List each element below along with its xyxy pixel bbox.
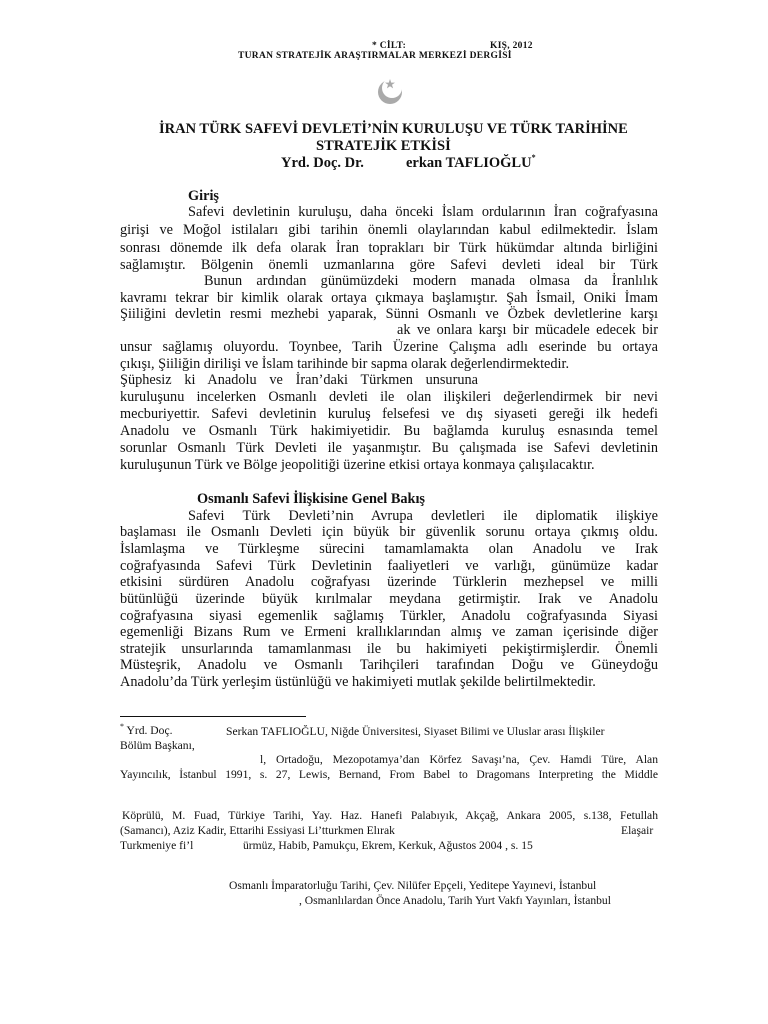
section-heading-osmanli-safevi: Osmanlı Safevi İlişkisine Genel Bakış bbox=[197, 491, 425, 507]
footnote-4-line2: , Osmanlılardan Önce Anadolu, Tarih Yurt Vakfı Yayınları, İstanbul bbox=[299, 894, 611, 907]
author-footnote-mark: * bbox=[531, 153, 536, 162]
paragraph-line: stratejik unsurlarında tamamlanması ile bu hakimiyeti pekiştirmişlerdir. Önemli bbox=[120, 641, 658, 657]
footnote-3-line2-right: Elaşair bbox=[621, 824, 654, 837]
footnote-1-left: * Yrd. Doç. bbox=[120, 722, 173, 737]
paragraph-line: coğrafyasına siyasi egemenlik sağlamış Türkler, Anadolu coğrafyasında Siyasi bbox=[120, 608, 658, 624]
paragraph-line: unsur sağlamış oluyordu. Toynbee, Tarih Üzerine Çalışma adlı eserinde bu ortaya bbox=[120, 339, 658, 355]
footnote-2-line1: l, Ortadoğu, Mezopotamya’dan Körfez Savaşı’na, Çev. Hamdi Türe, Alan bbox=[260, 753, 658, 766]
footnote-1-right: Serkan TAFLIOĞLU, Niğde Üniversitesi, Siyaset Bilimi ve Uluslar arası İlişkiler bbox=[226, 725, 605, 738]
paragraph-line: Bunun ardından günümüzdeki modern manada olmasa da İranlılık bbox=[204, 273, 658, 289]
paragraph-line: Şiiliğini devletin resmi mezhebi yaparak, Sünni Osmanlı ve Özbek devletlerine karşı bbox=[120, 306, 658, 322]
article-title-line1: İRAN TÜRK SAFEVİ DEVLETİ’NİN KURULUŞU VE TÜRK TARİHİNE bbox=[159, 121, 628, 137]
footnote-1-mark: * bbox=[120, 722, 124, 731]
paragraph-line: çıkışı, Şiiliğin dirilişi ve İslam tarihinde bir sapma olarak değerlendirmektedir. bbox=[120, 356, 570, 372]
paragraph-line: bütünlüğü üzerinde büyük kırılmalar meydana getirmiştir. Irak ve Anadolu bbox=[120, 591, 658, 607]
author-name: erkan TAFLIOĞLU* bbox=[406, 153, 536, 171]
paragraph-line: sorunlar Osmanlı Türk Devleti ile yaşanmıştır. Bu çalışmada ise Safevi devletinin bbox=[120, 440, 658, 456]
paragraph-line: egemenliği Bizans Rum ve Ermeni krallıklarından almış ve zaman içerisinde diğer bbox=[120, 624, 658, 640]
paragraph-line: İslamlaşma ve Türkleşme sürecini tamamlamakta olan Anadolu ve Irak bbox=[120, 541, 658, 557]
footnote-4-line1: Osmanlı İmparatorluğu Tarihi, Çev. Nilüfer Epçeli, Yeditepe Yayınevi, İstanbul bbox=[229, 879, 597, 892]
footnote-separator bbox=[120, 716, 306, 717]
paragraph-line: Anadolu’da Türk yerleşim üstünlüğü ve hakimiyeti mutlak şekilde belirtilmektedir. bbox=[120, 674, 596, 690]
paragraph-line: Safevi devletinin kuruluşu, daha önceki İslam ordularının İran coğrafyasına bbox=[188, 204, 658, 220]
footnote-3-line3-left: Turkmeniye fi’l bbox=[120, 839, 194, 852]
footnote-3-line2-left: (Samancı), Aziz Kadir, Ettarihi Essiyasi Li’tturkmen Elırak bbox=[120, 824, 395, 837]
paragraph-line: kuruluşunu incelerken Osmanlı devleti ile olan ilişkileri değerlendirmek bir nevi bbox=[120, 389, 658, 405]
paragraph-line: sonrası dönemde ilk defa olarak İran toprakları bir Türk hükümdar altında birliğini bbox=[120, 240, 658, 256]
paragraph-line: kuruluşunun Türk ve Bölge jeopolitiği üzerine etkisi ortaya konmaya çalışılacaktır. bbox=[120, 457, 595, 473]
author-prefix: Yrd. Doç. Dr. bbox=[281, 155, 364, 171]
paragraph-line: girişi ve Moğol istilaları gibi tarihin önemli olaylarından kabul edilmektedir. İslam bbox=[120, 222, 658, 238]
paragraph-line: kavramı tekrar bir kimlik olarak ortaya çıkmaya başlamıştır. Şah İsmail, Oniki İmam bbox=[120, 290, 658, 306]
footnote-3-line3-right: ürmüz, Habib, Pamukçu, Ekrem, Kerkuk, Ağustos 2004 , s. 15 bbox=[243, 839, 533, 852]
paragraph-line: Müsteşrik, Anadolu ve Osmanlı Tarihçileri tarafından Doğu ve Güneydoğu bbox=[120, 657, 658, 673]
journal-season: KIŞ, 2012 bbox=[490, 41, 533, 51]
paragraph-line: coğrafyasında Safevi Türk Devletinin faaliyetleri ve varlığı, günümüze kadar bbox=[120, 558, 658, 574]
paragraph-line: mecburiyettir. Safevi devletinin kuruluş felsefesi ve dış siyaseti gereği ilk hedefi bbox=[120, 406, 658, 422]
footnote-2-line2: Yayıncılık, İstanbul 1991, s. 27, Lewis, Bernand, From Babel to Dragomans Interpreting the Middle bbox=[120, 768, 658, 781]
paragraph-line: Safevi Türk Devleti’nin Avrupa devletleri ile diplomatik ilişkiye bbox=[188, 508, 658, 524]
paragraph-line: sağlamıştır. Bölgenin önemli uzmanlarına göre Safevi devleti ideal bir Türk bbox=[120, 257, 658, 273]
journal-volume: * CİLT: bbox=[372, 41, 407, 51]
paragraph-line: Şüphesiz ki Anadolu ve İran’daki Türkmen unsuruna bbox=[120, 372, 478, 388]
crescent-star-icon bbox=[374, 75, 406, 107]
article-title-line2: STRATEJİK ETKİSİ bbox=[316, 138, 451, 154]
journal-name: TURAN STRATEJİK ARAŞTIRMALAR MERKEZİ DERGİSİ bbox=[238, 51, 512, 61]
paragraph-line: başlaması ile Osmanlı Devleti için büyük bir güvenlik sorunu ortaya çıkmış oldu. bbox=[120, 524, 658, 540]
paragraph-line: etkisini sürdüren Anadolu coğrafyası üzerinde Türklerin mezhepsel ve milli bbox=[120, 574, 658, 590]
footnote-1-line2: Bölüm Başkanı, bbox=[120, 739, 195, 752]
footnote-3-line1: Köprülü, M. Fuad, Türkiye Tarihi, Yay. Haz. Hanefi Palabıyık, Akçağ, Ankara 2005, s.138, Fetullah bbox=[122, 809, 658, 822]
paragraph-line: Anadolu ve Osmanlı Türk hakimiyetidir. Bu bağlamda kuruluş esnasında temel bbox=[120, 423, 658, 439]
section-heading-giris: Giriş bbox=[188, 188, 219, 204]
paragraph-line: ak ve onlara karşı bir mücadele edecek bir bbox=[397, 322, 658, 338]
